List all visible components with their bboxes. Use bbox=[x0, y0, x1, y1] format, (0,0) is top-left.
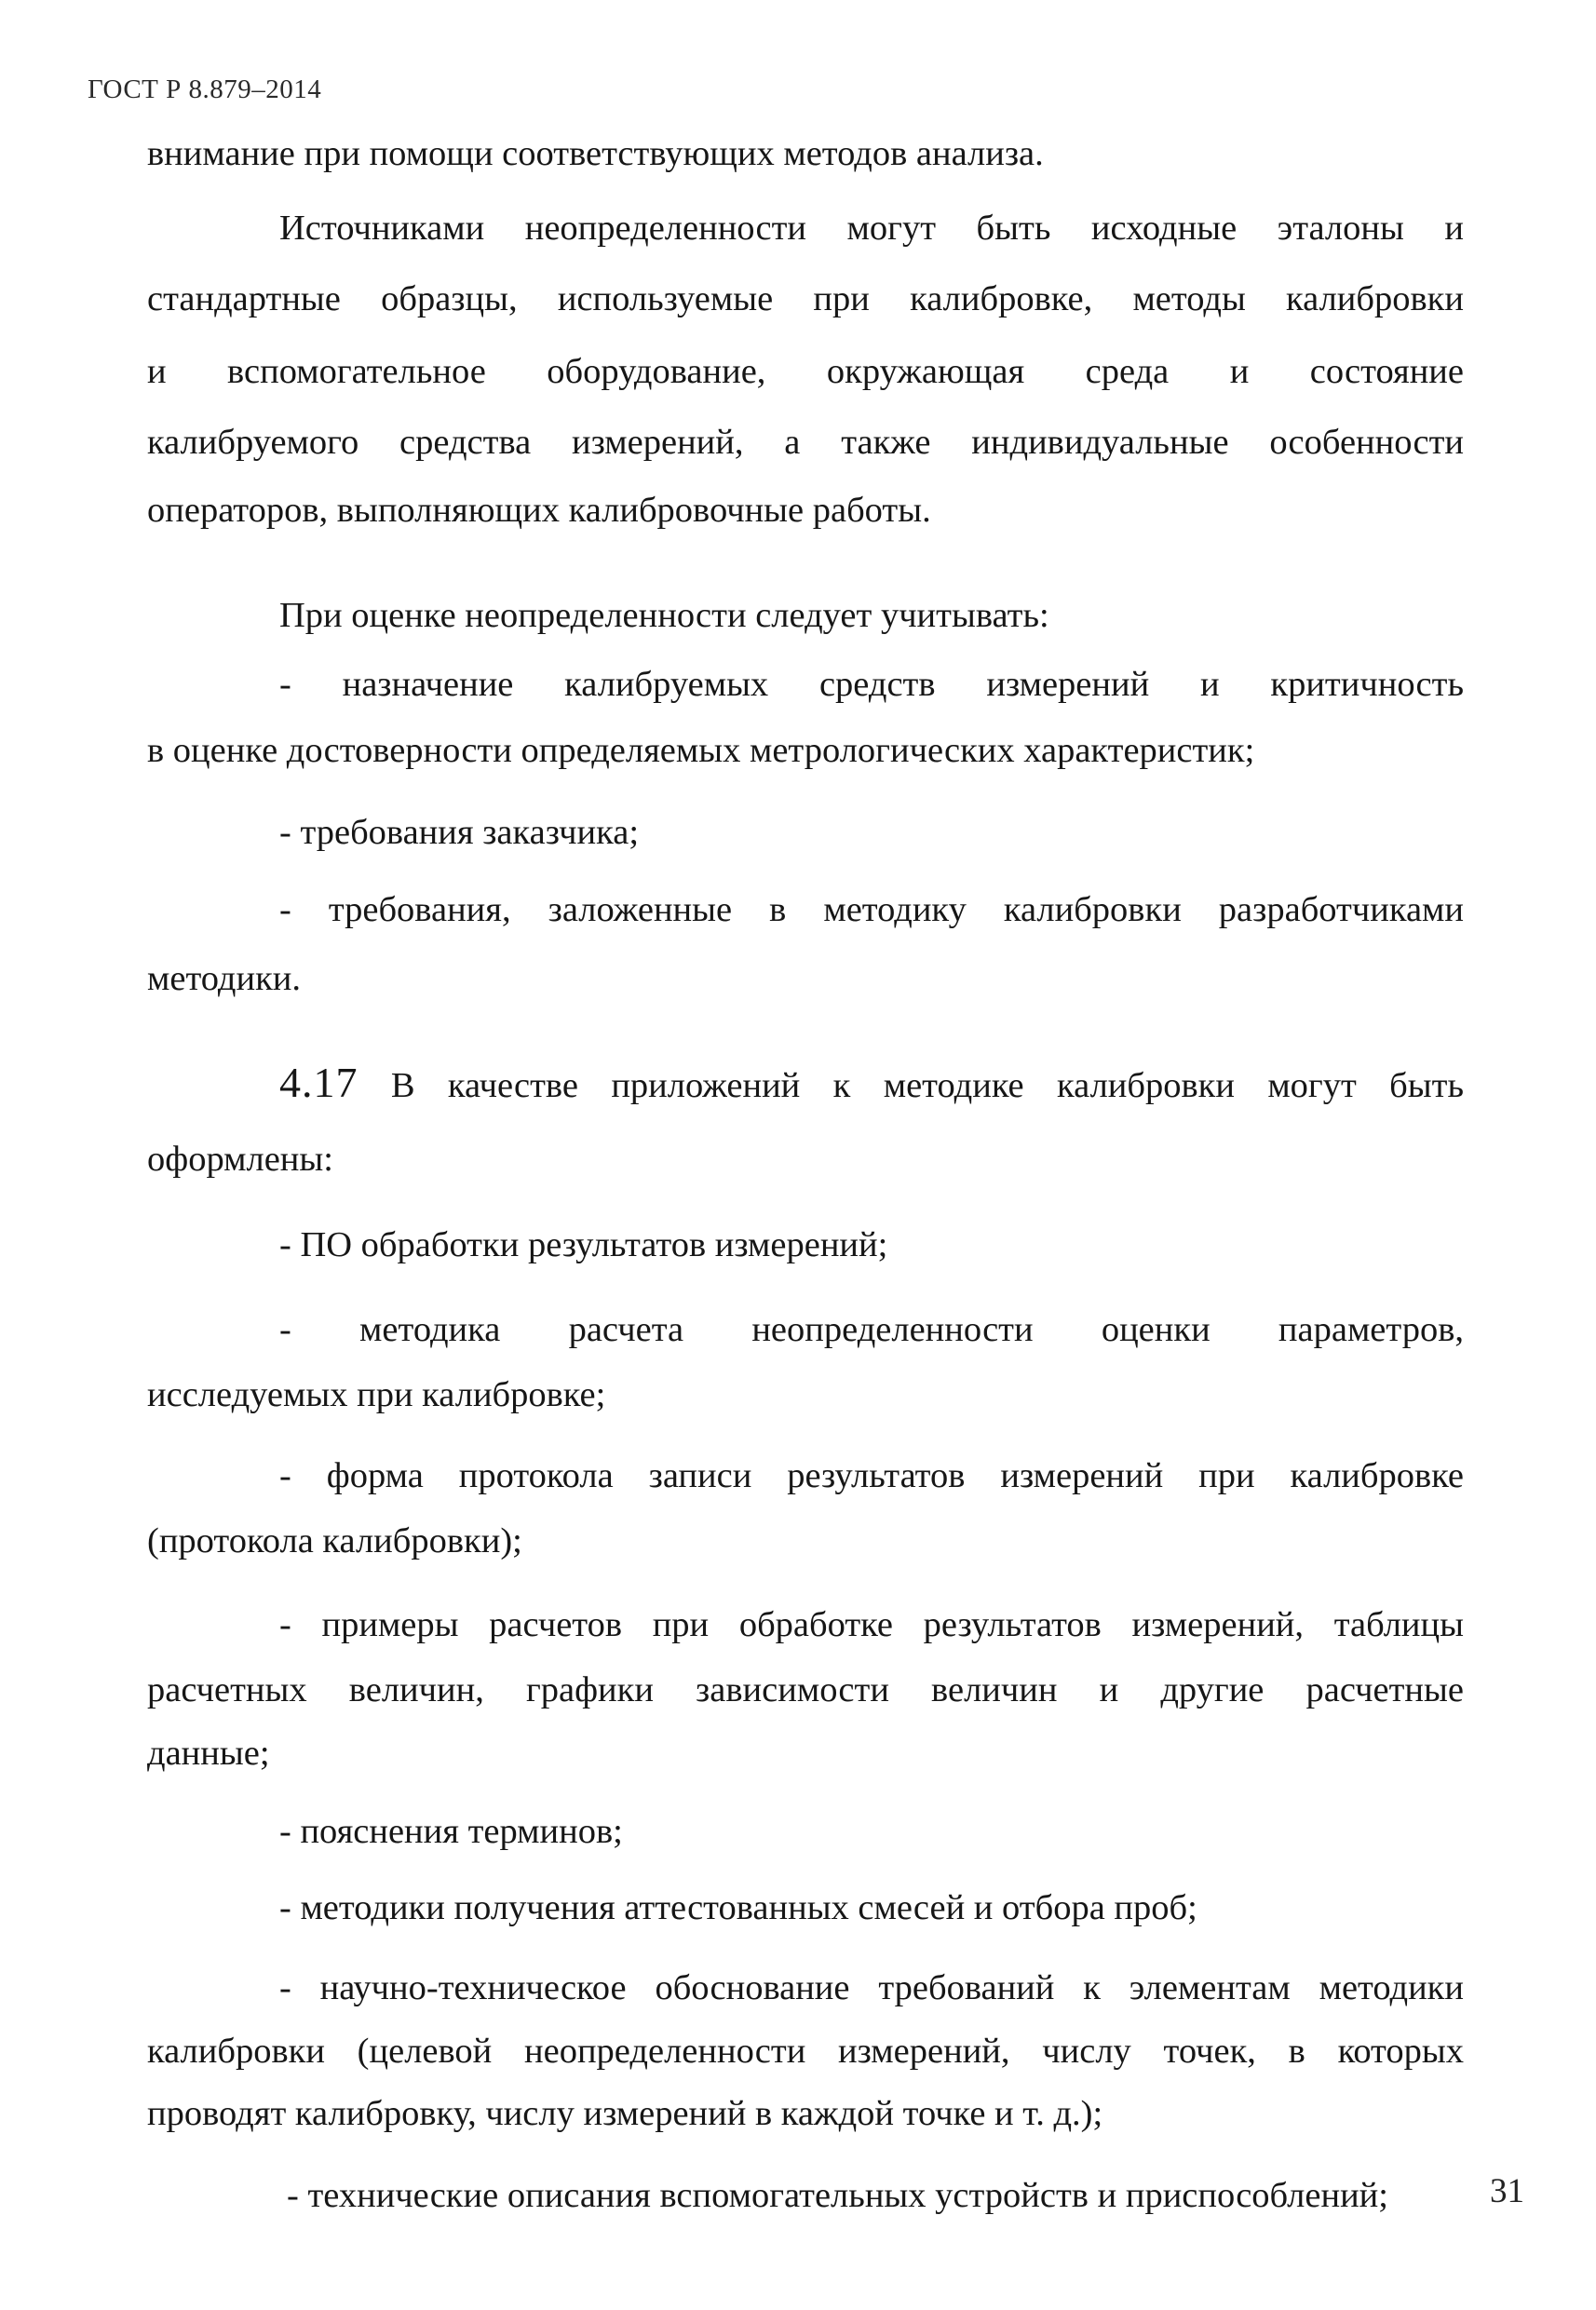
text-line: внимание при помощи соответствующих методов анализа. bbox=[147, 134, 1044, 173]
text-line: - требования, заложенные в методику калибровки разработчиками bbox=[279, 890, 1464, 929]
text-line: - назначение калибруемых средств измерений и критичность bbox=[279, 665, 1464, 704]
text-line: проводят калибровку, числу измерений в каждой точке и т. д.); bbox=[147, 2094, 1103, 2133]
text-line: и вспомогательное оборудование, окружающая среда и состояние bbox=[147, 352, 1464, 391]
text-line: калибровки (целевой неопределенности измерений, числу точек, в которых bbox=[147, 2032, 1464, 2071]
text-line: - ПО обработки результатов измерений; bbox=[279, 1225, 888, 1264]
text-line: - технические описания вспомогательных устройств и приспособлений; bbox=[287, 2176, 1388, 2215]
section-number: 4.17 bbox=[279, 1059, 358, 1106]
section-4-17-heading-line bbox=[279, 1061, 1464, 1107]
text-line: расчетных величин, графики зависимости величин и другие расчетные bbox=[147, 1670, 1464, 1709]
text-line: - форма протокола записи результатов измерений при калибровке bbox=[279, 1456, 1464, 1495]
text-line: стандартные образцы, используемые при калибровке, методы калибровки bbox=[147, 279, 1464, 318]
text-line: Источниками неопределенности могут быть исходные эталоны и bbox=[279, 209, 1464, 248]
text-line: калибруемого средства измерений, а также индивидуальные особенности bbox=[147, 423, 1464, 462]
section-text: В качестве приложений к методике калибровки могут быть bbox=[390, 1066, 1465, 1105]
text-line: - пояснения терминов; bbox=[279, 1812, 623, 1851]
text-line: - требования заказчика; bbox=[279, 813, 640, 852]
text-line: в оценке достоверности определяемых метрологических характеристик; bbox=[147, 731, 1255, 770]
text-line: (протокола калибровки); bbox=[147, 1521, 522, 1560]
page-number: 31 bbox=[1490, 2172, 1524, 2210]
text-line: данные; bbox=[147, 1734, 270, 1773]
text-line: - методика расчета неопределенности оценки параметров, bbox=[279, 1310, 1464, 1349]
document-header: ГОСТ Р 8.879–2014 bbox=[88, 74, 322, 104]
text-line: - примеры расчетов при обработке результатов измерений, таблицы bbox=[279, 1605, 1464, 1644]
text-line: исследуемых при калибровке; bbox=[147, 1375, 606, 1414]
text-line: - научно-техническое обоснование требований к элементам методики bbox=[279, 1968, 1464, 2007]
text-line: При оценке неопределенности следует учитывать: bbox=[279, 596, 1049, 635]
text-line: оформлены: bbox=[147, 1140, 333, 1179]
text-line: операторов, выполняющих калибровочные работы. bbox=[147, 491, 931, 530]
text-line: методики. bbox=[147, 959, 302, 998]
text-line: - методики получения аттестованных смесей и отбора проб; bbox=[279, 1888, 1197, 1927]
